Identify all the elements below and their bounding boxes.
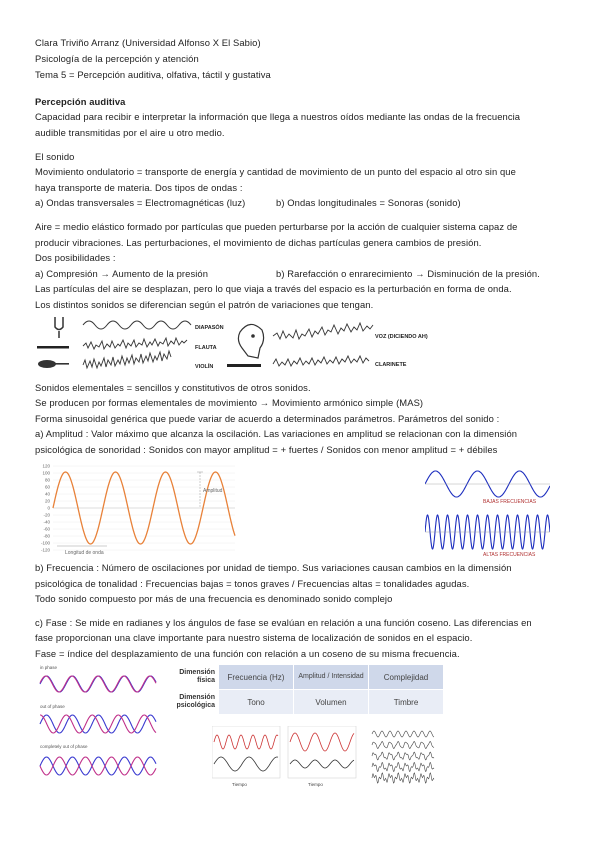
frecuencia-line-1: b) Frecuencia : Número de oscilaciones por unidad de tiempo. Sus variaciones causan cambios en la dimensión [35,562,512,573]
table-x-label-2: Tiempo [308,782,323,787]
head-icon [238,324,263,358]
violin-wave [83,351,171,368]
amplitude-y-tick: -60 [43,526,50,532]
amplitude-y-tick: 80 [44,477,50,483]
timbre-wave [372,763,434,772]
phase-wave [40,715,156,733]
clarinet-icon [227,364,261,367]
psychological-row [168,690,444,715]
fase-line-1: c) Fase : Se mide en radianes y los ángulos de fase se evalúan en relación a una función coseno. Las diferencias en [35,617,532,628]
diapason-wave [83,321,191,329]
amplitud-line-1: a) Amplitud : Valor máximo que alcanza la oscilación. Las variaciones en amplitud se relacionan con la dimensión [35,428,518,439]
amplitude-y-tick: -120 [40,547,50,553]
tuning-fork-icon [55,317,63,338]
aire-line-3: Dos posibilidades : [35,252,116,263]
dimensions-table [168,664,444,715]
out-of-phase-label: out of phase [40,704,65,709]
aire-line-1: Aire = medio elástico formado por partículas que pueden perturbarse por la acción de cualquier sistema capaz de [35,221,518,232]
timbre-wave [372,731,434,737]
cell-timbre: Timbre [369,690,444,715]
intro-line-2: audible transmitidas por el aire u otro medio. [35,127,225,138]
label-violin: VIOLÍN [195,364,214,370]
phase-figure [38,662,158,784]
timbre-wave [372,742,434,749]
aire-line-5: Los distintos sonidos se diferencian según el patrón de variaciones que tengan. [35,299,374,310]
amplitude-y-tick: 60 [44,484,50,490]
wave-type-b: b) Ondas longitudinales = Sonoras (sonido) [276,197,461,208]
amplitude-chart [35,460,241,560]
option-a: a) Compresión → Aumento de la presión [35,268,209,279]
phase-wave [40,757,156,775]
psychological-row-header: Dimensión psicológica [168,690,219,715]
course-line: Psicología de la percepción y atención [35,53,199,64]
cell-tono: Tono [219,690,294,715]
clarinet-wave [273,356,369,366]
fase-line-2: fase proporcionan una clave importante para nuestro sistema de localización de sonidos en el espacio. [35,632,473,643]
cell-complejidad: Complejidad [369,665,444,690]
voice-wave [273,323,373,339]
frecuencia-line-2: psicológica de tonalidad : Frecuencias bajas = tonos graves / Frecuencias altas = tonalidades agudas. [35,578,470,589]
amplitude-y-tick: 40 [44,491,50,497]
label-flauta: FLAUTA [195,345,217,351]
topic-line: Tema 5 = Percepción auditiva, olfativa, táctil y gustativa [35,69,271,80]
table-waveforms [212,726,436,788]
amplitude-y-tick: -100 [40,540,50,546]
frecuencia-line-3: Todo sonido compuesto por más de una frecuencia es denominado sonido complejo [35,593,393,604]
aire-line-2: producir vibraciones. Las perturbaciones, el movimiento de dichas partículas genera cambios de presión. [35,237,482,248]
flute-icon [37,346,69,349]
fase-line-3: Fase = índice del desplazamiento de una función con relación a un coseno de su misma frecuencia. [35,648,460,659]
sonido-line-2: haya transporte de materia. Dos tipos de ondas : [35,182,243,193]
section-title: Percepción auditiva [35,96,126,107]
author-line: Clara Triviño Arranz (Universidad Alfonso X El Sabio) [35,37,261,48]
amplitude-y-tick: -40 [43,519,50,525]
option-b: b) Rarefacción o enrarecimiento → Disminución de la presión. [276,268,540,279]
table-x-label-1: Tiempo [232,782,247,787]
in-phase-label: in phase [40,665,58,670]
physical-row-header: Dimensión física [168,665,219,690]
cell-volumen: Volumen [294,690,369,715]
amplitud-line-2: psicológica de sonoridad : Sonidos con mayor amplitud = + fuertes / Sonidos con menor amplitud = + débiles [35,444,498,455]
amplitude-y-tick: 120 [42,463,50,469]
high-frequency-label: ALTAS FRECUENCIAS [483,552,536,558]
phase-wave [40,676,156,692]
elementales-line-3: Forma sinusoidal genérica que puede variar de acuerdo a determinados parámetros. Parámetros del sonido : [35,413,500,424]
violin-icon [38,360,69,368]
intro-line-1: Capacidad para recibir e interpretar la información que llega a nuestros oídos mediante las ondas de la frecuencia [35,111,521,122]
cell-frecuencia: Frecuencia (Hz) [219,665,294,690]
sonido-heading: El sonido [35,151,75,162]
frequency-figure [425,460,550,560]
elementales-line-2: Se producen por formas elementales de movimiento → Movimiento armónico simple (MAS) [35,397,424,408]
label-voz: VOZ (DICIENDO AH) [375,334,428,340]
amplitude-y-tick: -20 [43,512,50,518]
phase-wave [40,757,156,775]
instruments-figure [35,312,435,374]
label-clarinete: CLARINETE [375,362,407,368]
amplitude-y-tick: 100 [42,470,50,476]
low-frequency-label: BAJAS FRECUENCIAS [483,499,537,505]
amplitude-y-tick: -80 [43,533,50,539]
cell-amplitud: Amplitud / Intensidad [294,665,369,690]
flute-wave [83,338,187,349]
completely-out-of-phase-label: completely out of phase [40,744,88,749]
physical-row [168,665,444,690]
phase-wave [40,676,156,692]
amplitude-y-tick: 0 [47,505,50,511]
wavelength-label: Longitud de onda [65,550,104,556]
aire-line-4: Las partículas del aire se desplazan, pero lo que viaja a través del espacio es la perturbación en forma de onda. [35,283,512,294]
label-diapason: DIAPASÓN [195,325,224,331]
amplitude-label: Amplitud [203,488,223,494]
timbre-wave [372,773,434,783]
timbre-wave [372,752,434,760]
amplitude-y-tick: 20 [44,498,50,504]
elementales-line-1: Sonidos elementales = sencillos y constitutivos de otros sonidos. [35,382,311,393]
wave-type-a: a) Ondas transversales = Electromagnéticas (luz) [35,197,246,208]
phase-wave [40,715,156,733]
sonido-line-1: Movimiento ondulatorio = transporte de energía y cantidad de movimiento de un punto del espacio al otro sin que [35,166,516,177]
